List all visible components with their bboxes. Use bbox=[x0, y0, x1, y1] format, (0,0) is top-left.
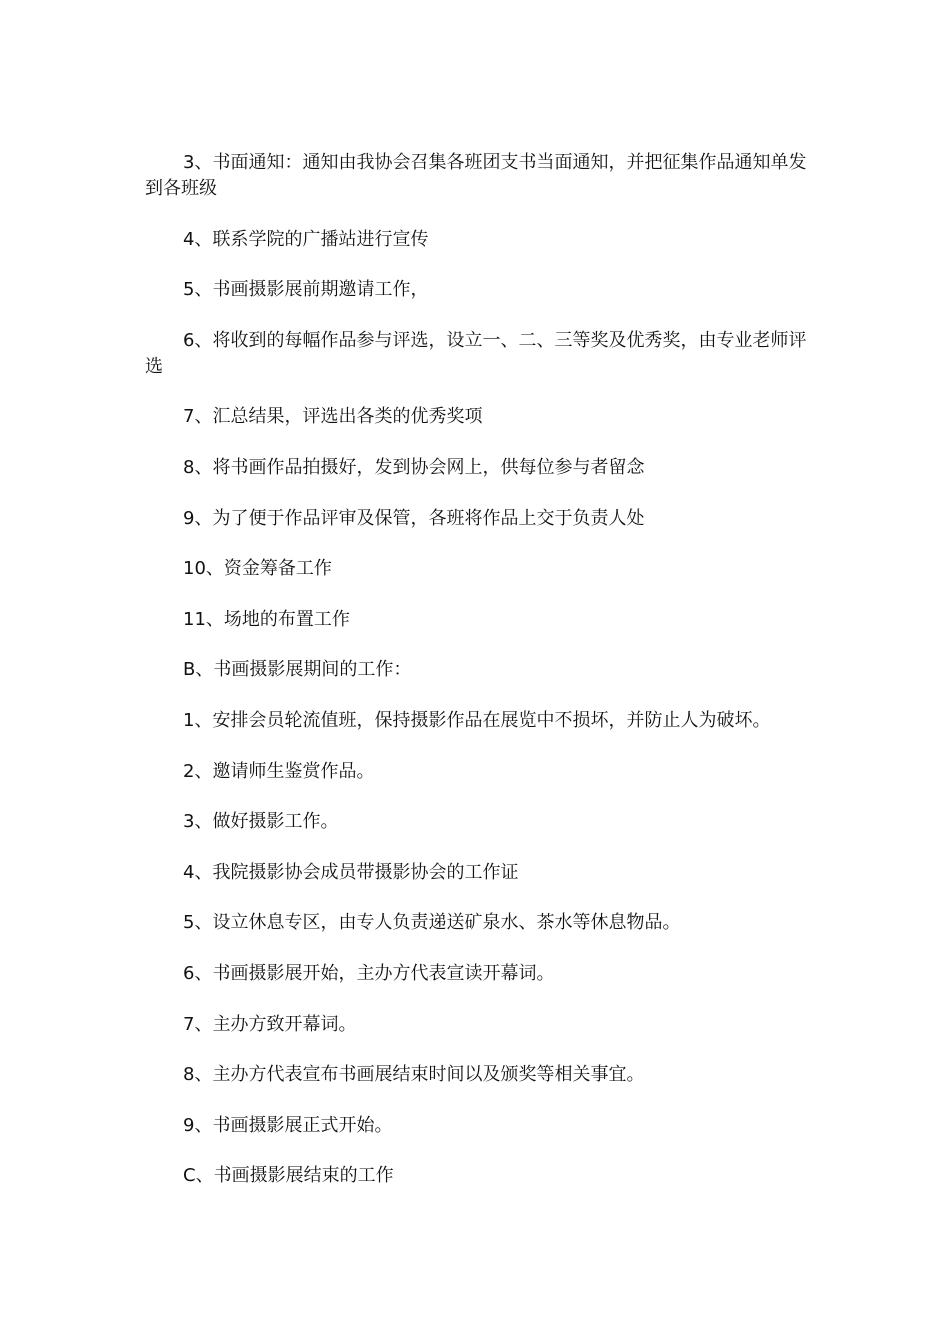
paragraph-photography: 3、做好摄影工作。 bbox=[183, 811, 339, 833]
section-heading-c: C、书画摄影展结束的工作 bbox=[183, 1165, 394, 1187]
section-heading-b: B、书画摄影展期间的工作： bbox=[183, 659, 412, 681]
paragraph-closing-announcement: 8、主办方代表宣布书画展结束时间以及颁奖等相关事宜。 bbox=[183, 1064, 645, 1086]
paragraph-photograph: 8、将书画作品拍摄好，发到协会网上，供每位参与者留念 bbox=[183, 456, 645, 478]
paragraph-work-permit: 4、我院摄影协会成员带摄影协会的工作证 bbox=[183, 861, 519, 883]
paragraph-invite-viewers: 2、邀请师生鉴赏作品。 bbox=[183, 760, 375, 782]
paragraph-results: 7、汇总结果，评选出各类的优秀奖项 bbox=[183, 406, 483, 428]
paragraph-broadcast: 4、联系学院的广播站进行宣传 bbox=[183, 228, 429, 250]
paragraph-opening-start: 6、书画摄影展开始，主办方代表宣读开幕词。 bbox=[183, 962, 555, 984]
paragraph-opening-speech: 7、主办方致开幕词。 bbox=[183, 1013, 357, 1035]
paragraph-funding: 10、资金筹备工作 bbox=[183, 558, 332, 580]
paragraph-notice: 3、书面通知：通知由我协会召集各班团支书当面通知，并把征集作品通知单发到各班级 bbox=[145, 152, 807, 199]
paragraph-submission: 9、为了便于作品评审及保管，各班将作品上交于负责人处 bbox=[183, 507, 645, 529]
paragraph-rest-area: 5、设立休息专区，由专人负责递送矿泉水、茶水等休息物品。 bbox=[183, 912, 681, 934]
paragraph-duty: 1、安排会员轮流值班，保持摄影作品在展览中不损坏，并防止人为破坏。 bbox=[183, 709, 771, 731]
paragraph-invitation: 5、书画摄影展前期邀请工作， bbox=[183, 279, 429, 301]
paragraph-judging: 6、将收到的每幅作品参与评选，设立一、二、三等奖及优秀奖，由专业老师评选 bbox=[145, 329, 807, 377]
paragraph-venue: 11、场地的布置工作 bbox=[183, 608, 350, 630]
paragraph-official-start: 9、书画摄影展正式开始。 bbox=[183, 1114, 393, 1136]
document-body bbox=[145, 150, 810, 1214]
